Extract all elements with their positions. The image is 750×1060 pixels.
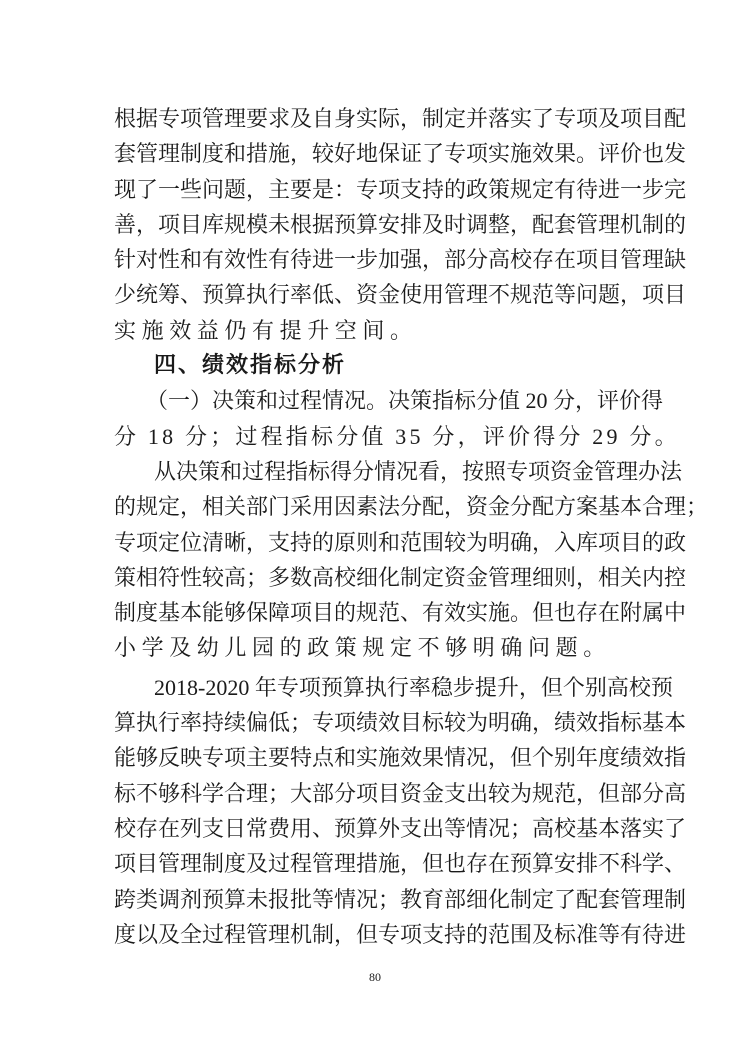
text-line: 跨类调剂预算未报批等情况；教育部细化制定了配套管理制 <box>114 886 687 912</box>
text-line: 专项定位清晰，支持的原则和范围较为明确，入库项目的政 <box>114 529 687 555</box>
text-line: 少统筹、预算执行率低、资金使用管理不规范等问题，项目 <box>114 282 687 308</box>
text-line: 的规定，相关部门采用因素法分配，资金分配方案基本合理； <box>114 494 709 520</box>
text-line: 实施效益仍有提升空间。 <box>114 317 418 343</box>
page-number: 80 <box>369 970 381 984</box>
text-line: 标不够科学合理；大部分项目资金支出较为规范，但部分高 <box>114 780 687 806</box>
paragraph-4 <box>114 670 687 952</box>
text-line: 校存在列支日常费用、预算外支出等情况；高校基本落实了 <box>114 815 687 841</box>
text-line: 现了一些问题，主要是：专项支持的政策规定有待进一步完 <box>114 176 687 202</box>
paragraph-2 <box>114 383 680 454</box>
text-line: 度以及全过程管理机制，但专项支持的范围及标准等有待进 <box>114 921 687 947</box>
section-heading: 四、绩效指标分析 <box>154 353 347 379</box>
text-line: （一）决策和过程情况。决策指标分值 20 分，评价得 <box>146 388 664 414</box>
text-line: 从决策和过程指标得分情况看，按照专项资金管理办法 <box>154 458 683 484</box>
text-line: 套管理制度和措施，较好地保证了专项实施效果。评价也发 <box>114 141 687 167</box>
text-line: 制度基本能够保障项目的规范、有效实施。但也存在附属中 <box>114 600 687 626</box>
text-line: 项目管理制度及过程管理措施，但也存在预算安排不科学、 <box>114 851 687 877</box>
text-line: 2018-2020 年专项预算执行率稳步提升，但个别高校预 <box>154 674 673 700</box>
paragraph-1 <box>114 101 687 348</box>
text-line: 能够反映专项主要特点和实施效果情况，但个别年度绩效指 <box>114 745 687 771</box>
paragraph-3 <box>114 454 709 666</box>
text-line: 善，项目库规模未根据预算安排及时调整，配套管理机制的 <box>114 211 687 237</box>
text-line: 根据专项管理要求及自身实际，制定并落实了专项及项目配 <box>114 106 687 131</box>
text-line: 算执行率持续偏低；专项绩效目标较为明确，绩效指标基本 <box>114 710 687 736</box>
document-body <box>114 101 709 952</box>
text-line: 分 18 分；过程指标分值 35 分，评价得分 29 分。 <box>114 423 680 449</box>
text-line: 小学及幼儿园的政策规定不够明确问题。 <box>114 635 611 661</box>
text-line: 针对性和有效性有待进一步加强，部分高校存在项目管理缺 <box>114 247 687 273</box>
text-line: 策相符性较高；多数高校细化制定资金管理细则，相关内控 <box>114 564 687 590</box>
